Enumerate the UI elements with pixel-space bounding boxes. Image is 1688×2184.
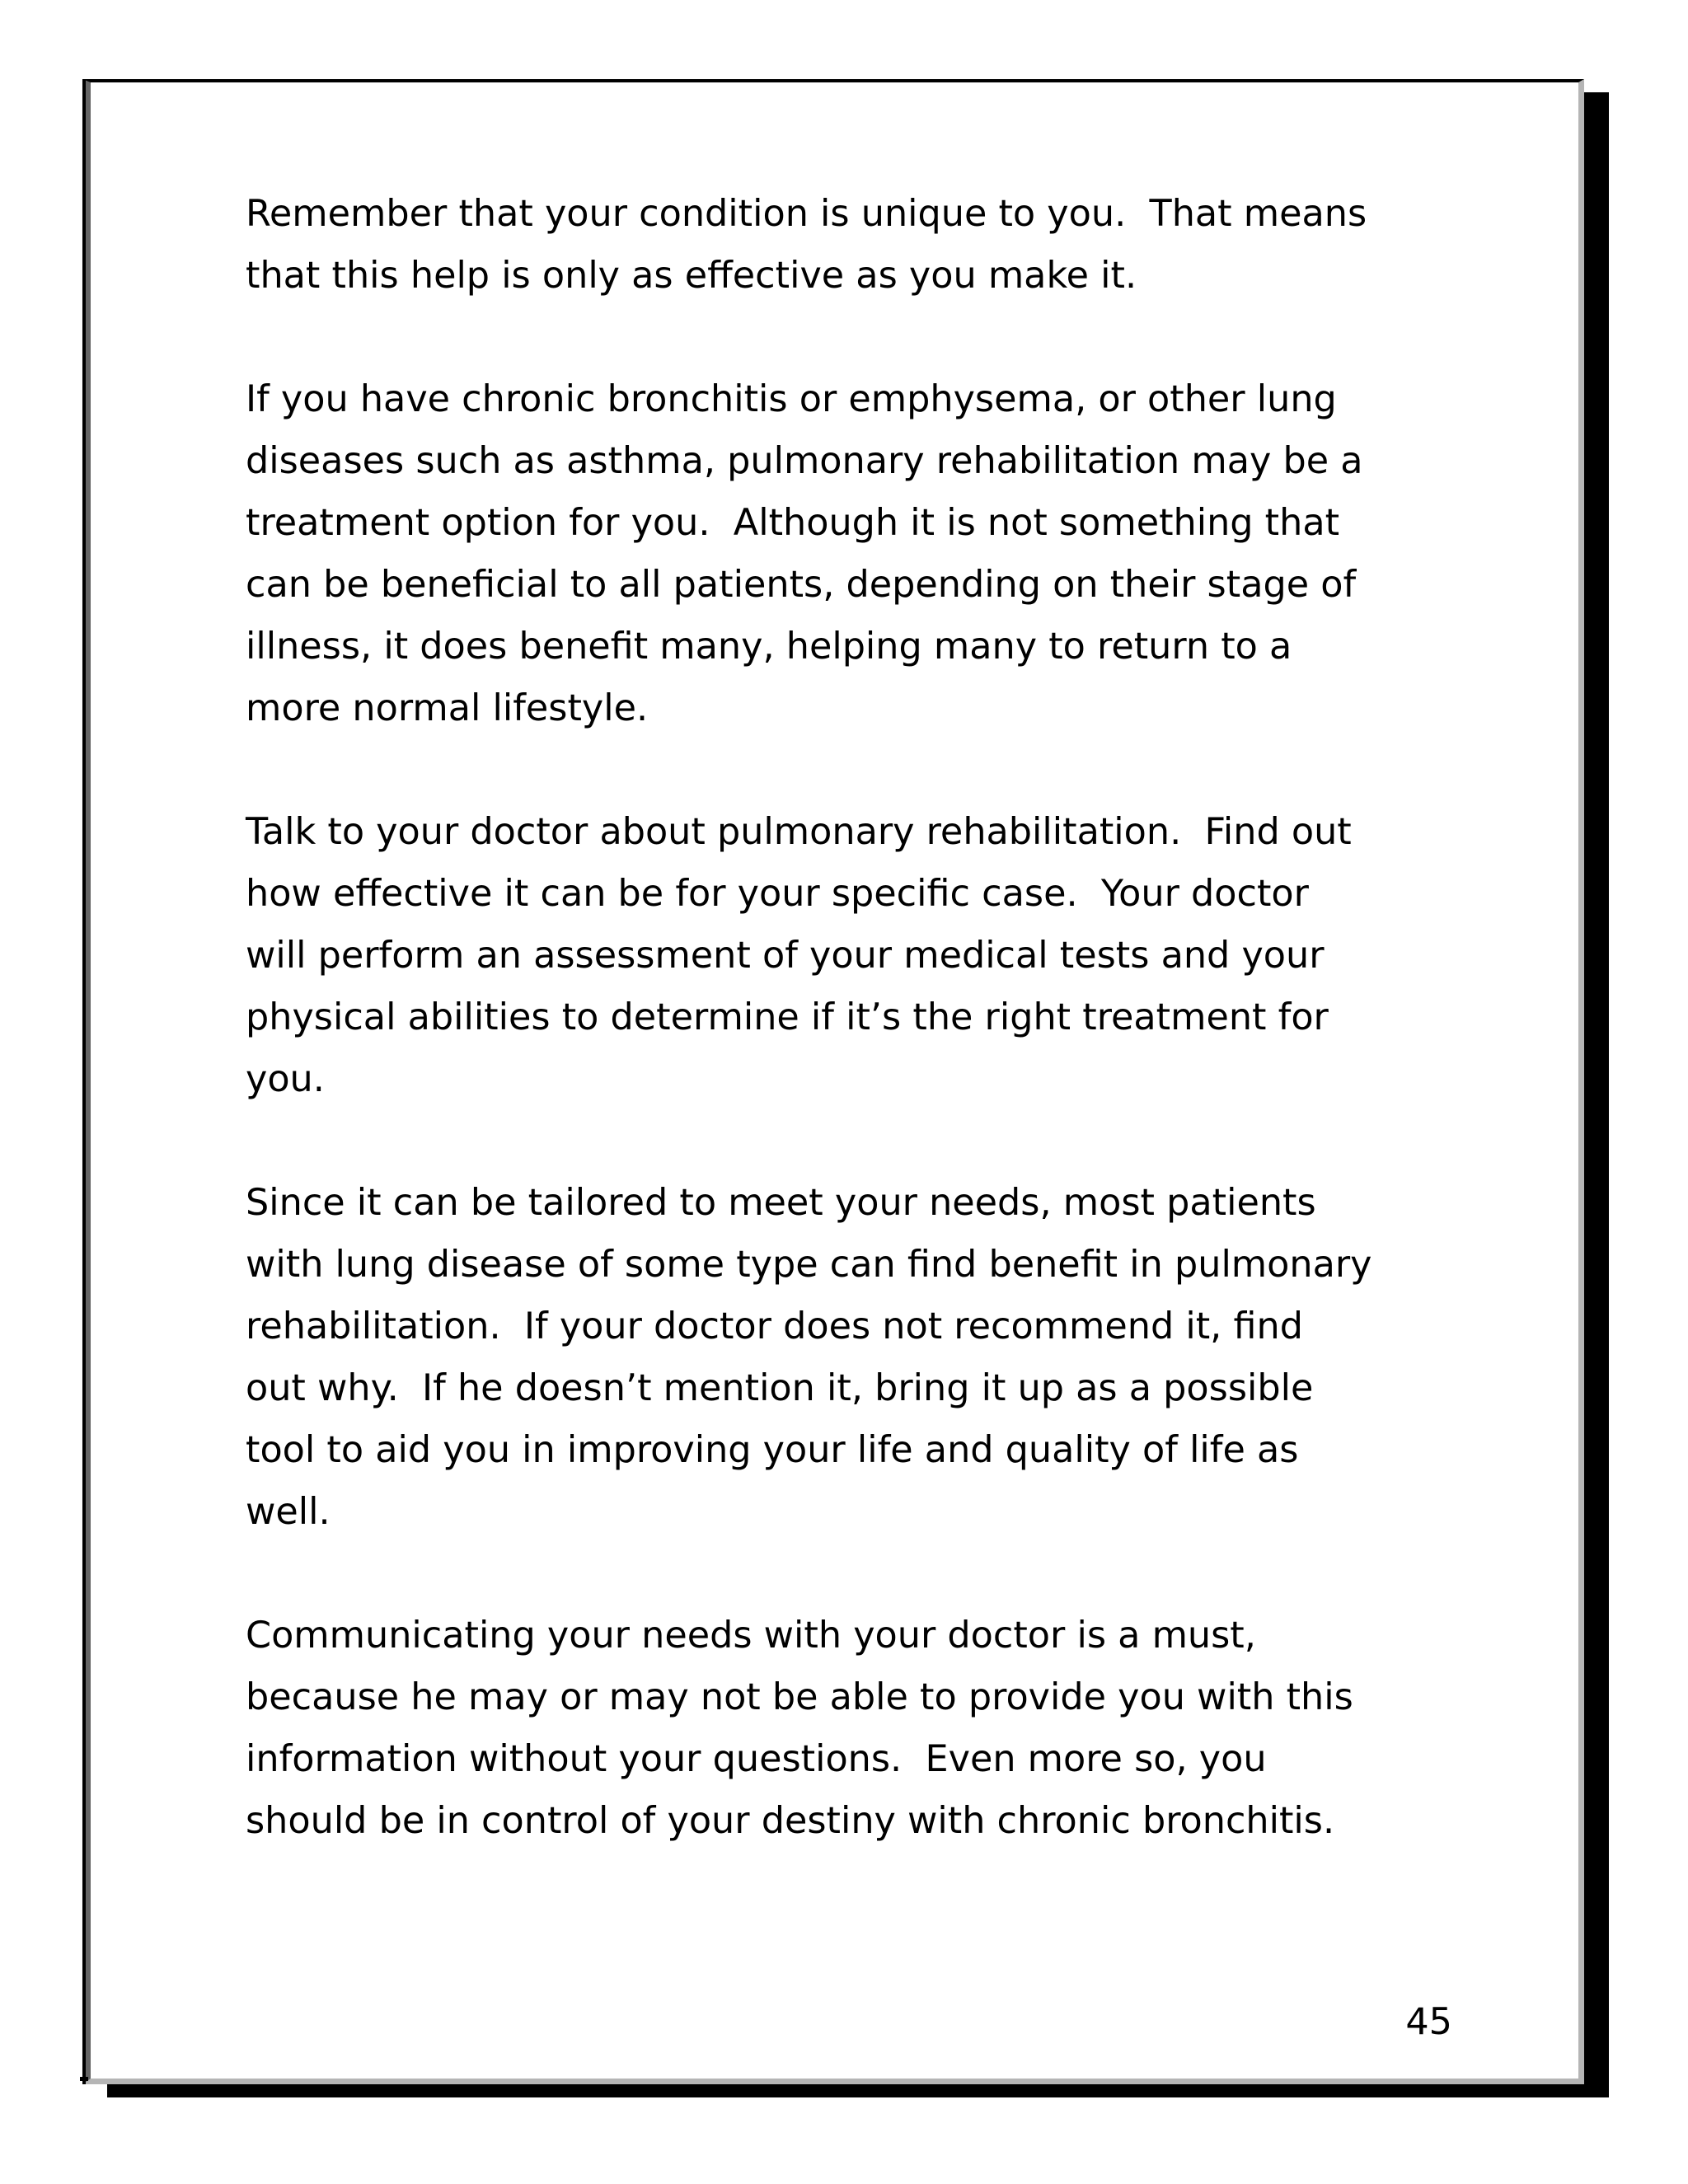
text-line: because he may or may not be able to provide you with this [246,1676,1353,1718]
paragraph-2 [246,368,1449,739]
paragraph-1 [246,183,1449,307]
page-number: 45 [1405,2001,1452,2043]
text-line: information without your questions. Even more so, you [246,1738,1267,1780]
text-line: treatment option for you. Although it is not something that [246,502,1340,544]
paragraph-5 [246,1605,1449,1852]
text-line: tool to aid you in improving your life and quality of life as [246,1429,1299,1471]
text-line: you. [246,1058,325,1100]
text-line: Since it can be tailored to meet your needs, most patients [246,1182,1316,1224]
text-line: should be in control of your destiny with chronic bronchitis. [246,1800,1335,1842]
text-line: that this help is only as effective as you make it. [246,255,1137,297]
text-line: how effective it can be for your specific case. Your doctor [246,873,1309,915]
body-text [246,183,1449,1914]
text-line: If you have chronic bronchitis or emphysema, or other lung [246,378,1337,420]
text-line: Remember that your condition is unique to you. That means [246,193,1367,235]
text-line: with lung disease of some type can find benefit in pulmonary [246,1244,1372,1286]
text-line: well. [246,1491,331,1533]
page-frame-corner-mark [80,2077,88,2081]
text-line: Talk to your doctor about pulmonary rehabilitation. Find out [246,811,1352,853]
text-line: out why. If he doesn’t mention it, bring it up as a possible [246,1367,1314,1409]
page-frame-left-edge [82,79,86,2084]
text-line: physical abilities to determine if it’s the right treatment for [246,996,1329,1038]
text-line: can be beneficial to all patients, depending on their stage of [246,564,1357,606]
paragraph-3 [246,801,1449,1110]
text-line: will perform an assessment of your medical tests and your [246,935,1325,977]
paragraph-4 [246,1172,1449,1543]
text-line: Communicating your needs with your doctor is a must, [246,1615,1256,1657]
text-line: more normal lifestyle. [246,687,649,729]
text-line: diseases such as asthma, pulmonary rehabilitation may be a [246,440,1363,482]
text-line: rehabilitation. If your doctor does not recommend it, find [246,1305,1303,1347]
text-line: illness, it does benefit many, helping many to return to a [246,626,1292,668]
